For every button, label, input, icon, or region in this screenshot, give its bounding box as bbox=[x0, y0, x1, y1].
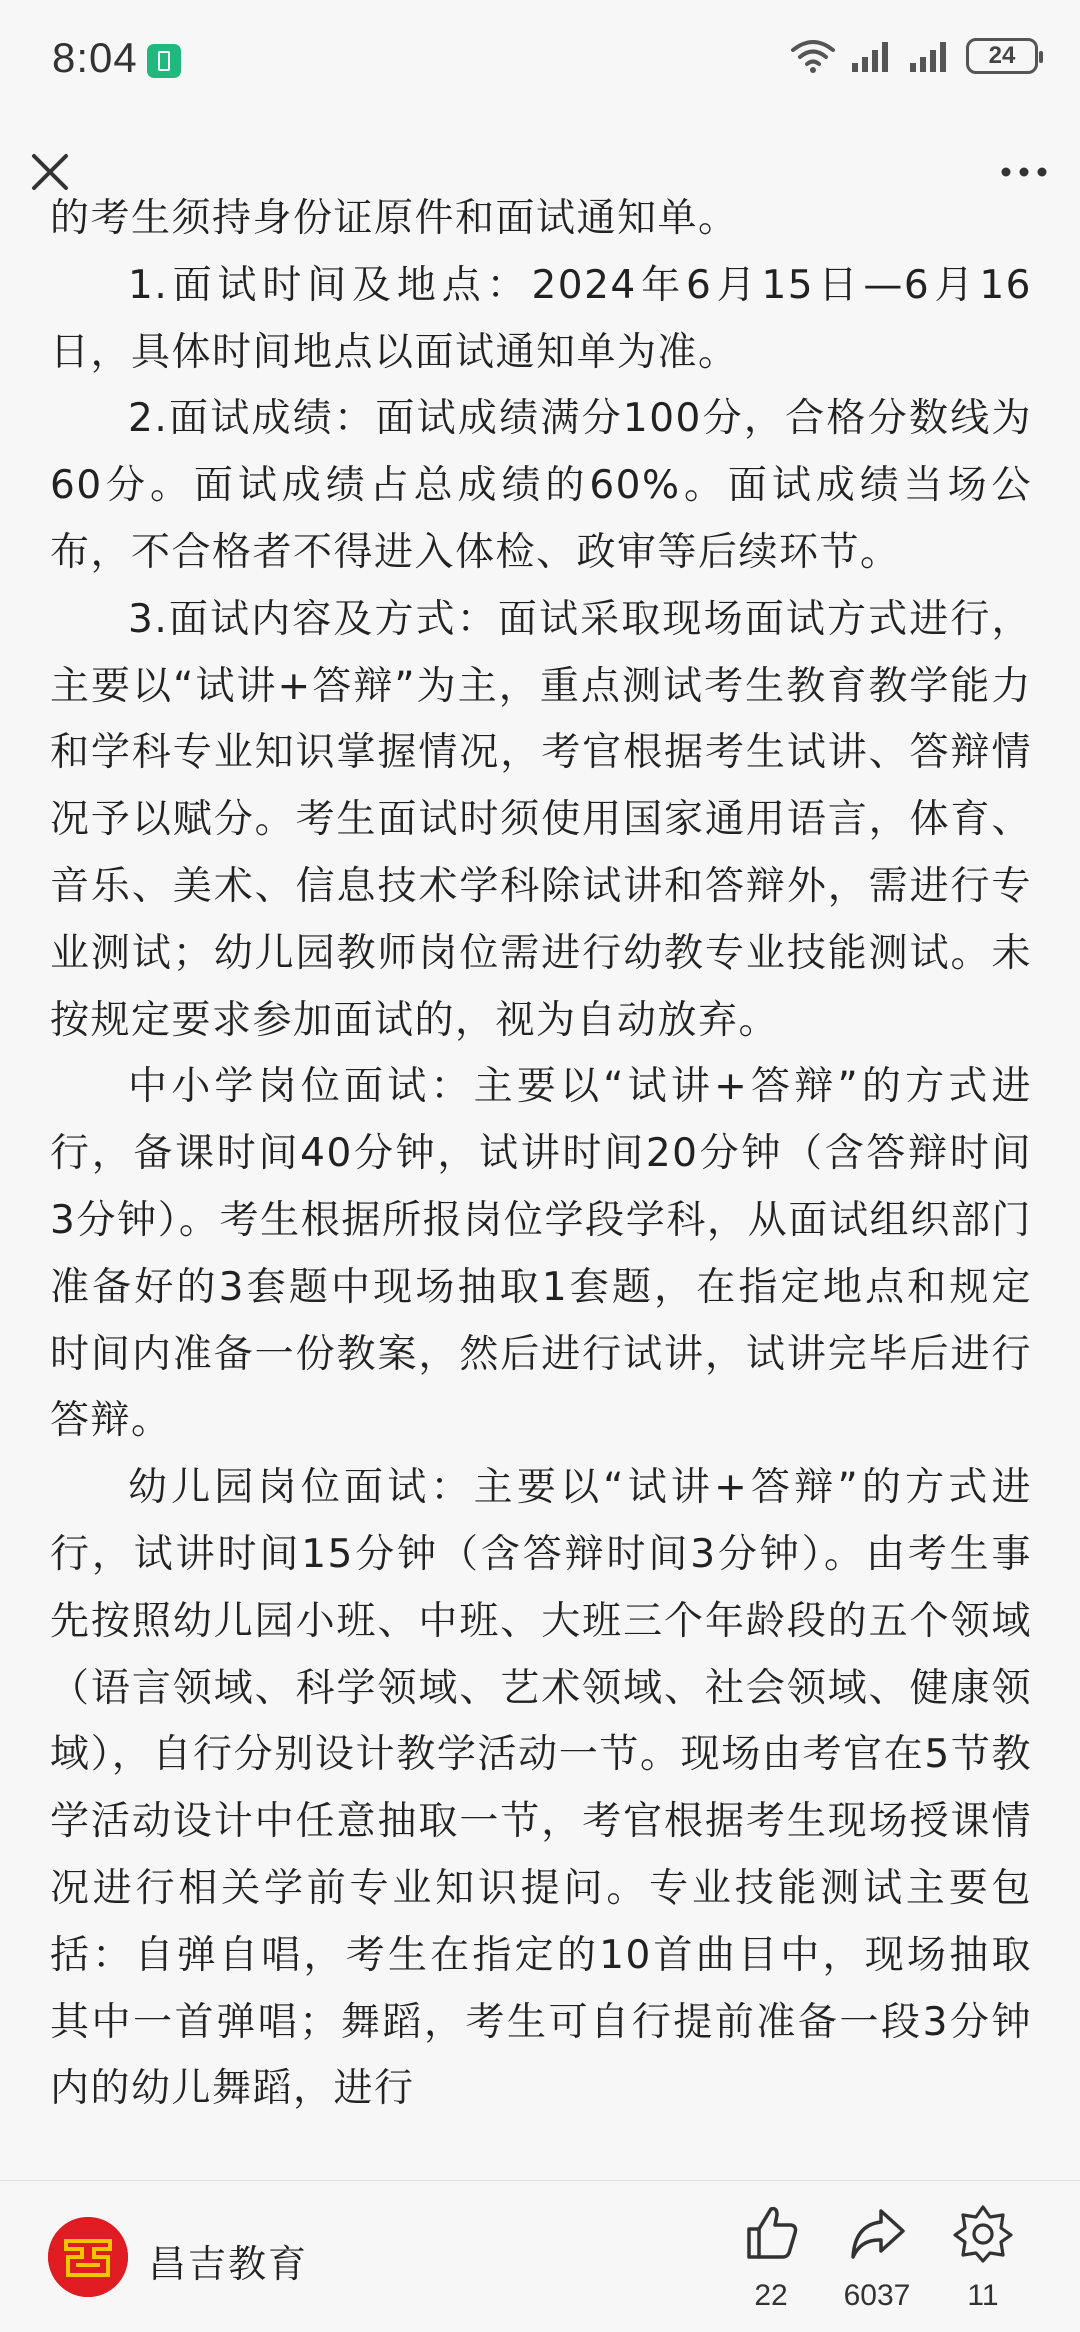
account-name[interactable]: 昌吉教育 bbox=[148, 2242, 309, 2286]
like-count: 22 bbox=[754, 2279, 788, 2312]
share-count: 6037 bbox=[843, 2279, 911, 2312]
share-button[interactable] bbox=[822, 2203, 932, 2313]
app-notification-icon bbox=[147, 44, 181, 78]
favorite-icon bbox=[953, 2203, 1013, 2263]
status-icons bbox=[790, 38, 1038, 74]
article-paragraph: 1.面试时间及地点：2024年6月15日—6月16日，具体时间地点以面试通知单为准。 bbox=[50, 262, 1032, 375]
share-icon bbox=[847, 2203, 907, 2263]
status-time: 8:04 bbox=[52, 34, 138, 81]
article-paragraph: 中小学岗位面试：主要以“试讲+答辩”的方式进行，备课时间40分钟，试讲时间20分钟（含答辩时间3分钟）。考生根据所报岗位学段学科，从面试组织部门准备好的3套题中现场抽取1套题，在指定地点和规定时间内准备一份教案，然后进行试讲，试讲完毕后进行答辩。 bbox=[50, 1064, 1032, 1444]
signal-icon bbox=[850, 39, 894, 73]
article-paragraph: 3.面试内容及方式：面试采取现场面试方式进行，主要以“试讲+答辩”为主，重点测试考生教育教学能力和学科专业知识掌握情况，考官根据考生试讲、答辩情况予以赋分。考生面试时须使用国家通用语言，体育、音乐、美术、信息技术学科除试讲和答辩外，需进行专业测试；幼儿园教师岗位需进行幼教专业技能测试。未按规定要求参加面试的，视为自动放弃。 bbox=[50, 596, 1032, 1043]
favorite-count: 11 bbox=[967, 2279, 999, 2312]
signal-icon bbox=[908, 39, 952, 73]
favorite-button[interactable] bbox=[928, 2203, 1038, 2313]
battery-icon: 24 bbox=[966, 38, 1038, 74]
wifi-icon bbox=[790, 38, 836, 74]
article-paragraph: 2.面试成绩：面试成绩满分100分，合格分数线为60分。面试成绩占总成绩的60%。面试成绩当场公布，不合格者不得进入体检、政审等后续环节。 bbox=[50, 396, 1032, 575]
like-button[interactable] bbox=[716, 2203, 826, 2313]
thumbs-up-icon bbox=[741, 2203, 801, 2263]
bottom-bar bbox=[0, 2180, 1080, 2332]
status-bar bbox=[0, 0, 1080, 120]
article-content[interactable] bbox=[0, 196, 1080, 2180]
avatar[interactable] bbox=[48, 2217, 128, 2297]
article-partial-line: 的考生须持身份证原件和面试通知单。 bbox=[50, 196, 739, 241]
article-paragraph: 幼儿园岗位面试：主要以“试讲+答辩”的方式进行，试讲时间15分钟（含答辩时间3分钟）。由考生事先按照幼儿园小班、中班、大班三个年龄段的五个领域（语言领域、科学领域、艺术领域、社会领域、健康领域），自行分别设计教学活动一节。现场由考官在5节教学活动设计中任意抽取一节，考官根据考生现场授课情况进行相关学前专业知识提问。专业技能测试主要包括：自弹自唱，考生在指定的10首曲目中，现场抽取其中一首弹唱；舞蹈，考生可自行提前准备一段3分钟内的幼儿舞蹈，进行 bbox=[50, 1465, 1032, 2112]
